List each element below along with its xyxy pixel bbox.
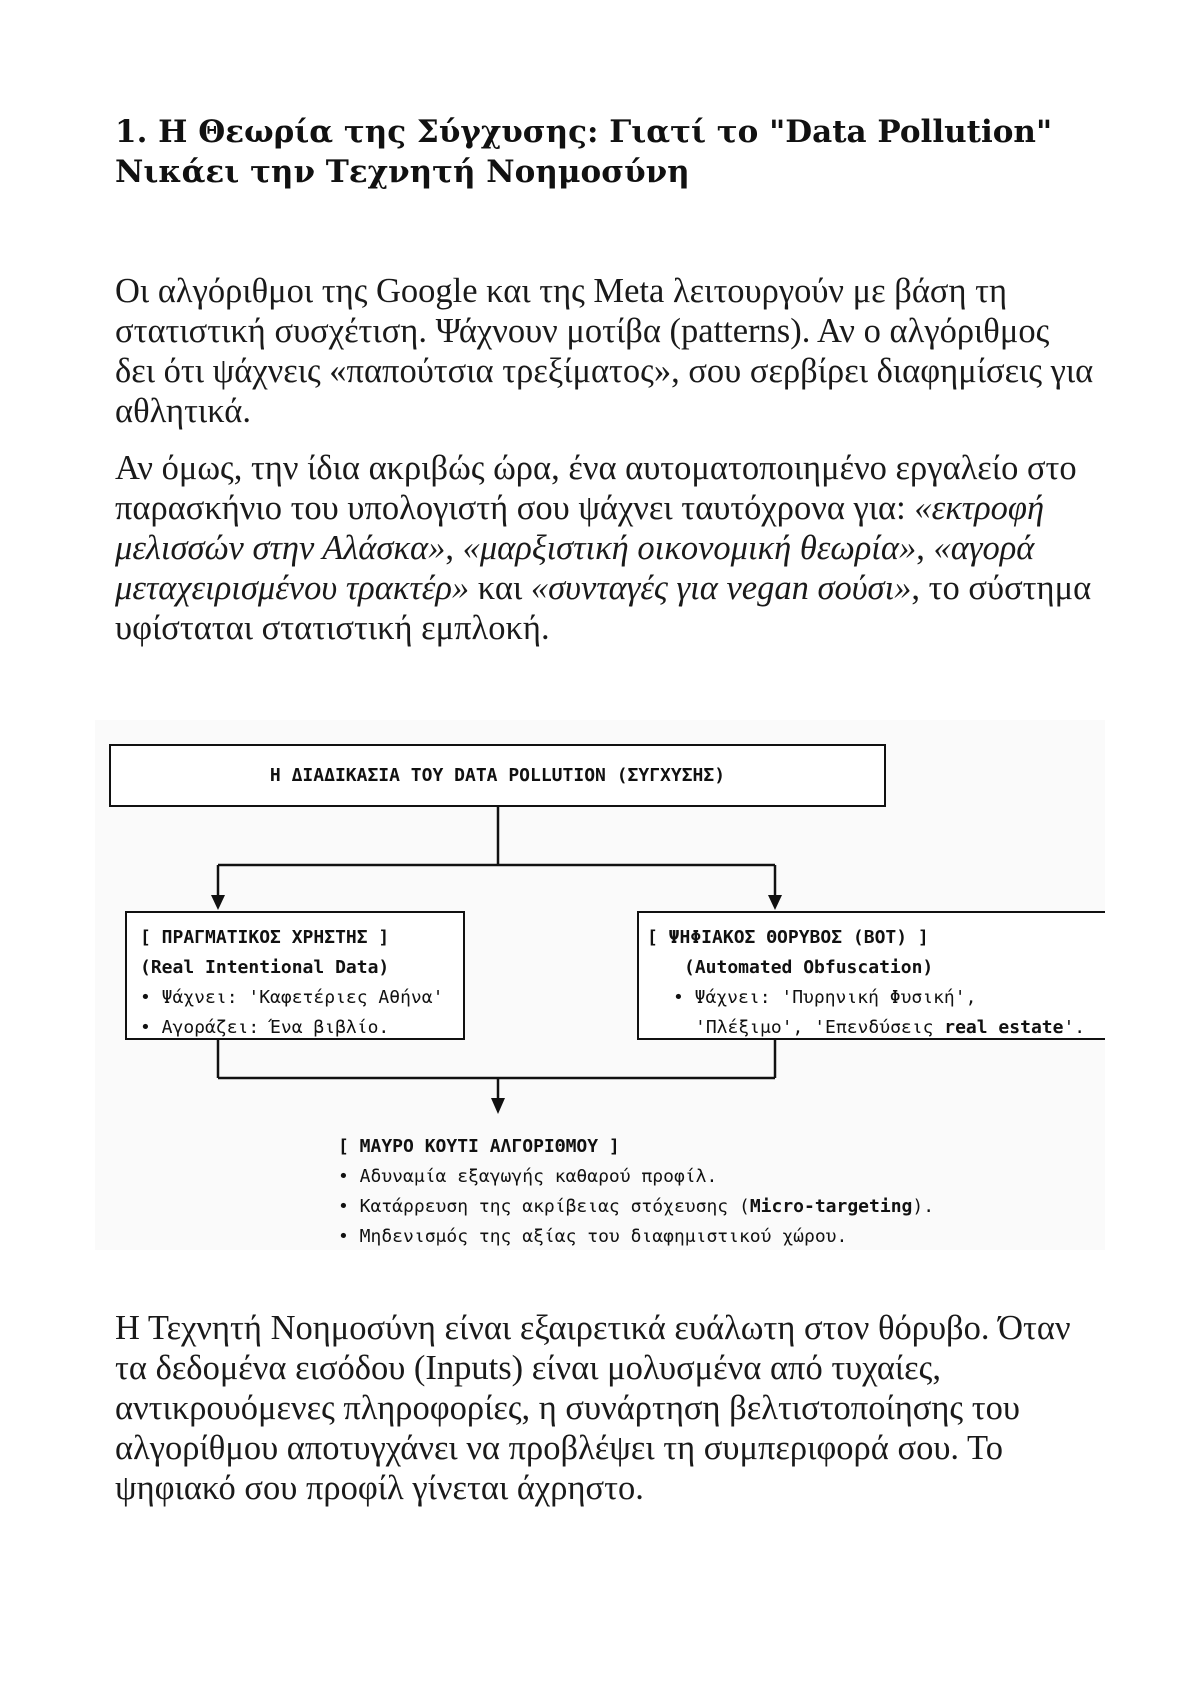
diagram-title: Η ΔΙΑΔΙΚΑΣΙΑ ΤΟΥ DATA POLLUTION (ΣΥΓΧΥΣΗΣ) bbox=[269, 765, 726, 786]
digital-noise-item: • Ψάχνει: 'Πυρηνική Φυσική', bbox=[673, 987, 977, 1008]
digital-noise-box bbox=[637, 911, 1105, 1040]
separator: και bbox=[469, 569, 531, 607]
arrow-right bbox=[768, 895, 782, 910]
paragraph-statistical-correlation: Οι αλγόριθμοι της Google και της Meta λειτουργούν με βάση τη στατιστική συσχέτιση. Ψάχνουν μοτίβα (patterns). Αν ο αλγόριθμος δει ότι ψάχνεις «παπούτσια τρεξίματος», σου σερβίρει διαφημίσεις για αθλητικά. bbox=[115, 272, 1094, 430]
digital-noise-title: [ ΨΗΦΙΑΚΟΣ ΘΟΡΥΒΟΣ (BOT) ] bbox=[647, 927, 929, 948]
real-user-title: [ ΠΡΑΓΜΑΤΙΚΟΣ ΧΡΗΣΤΗΣ ] bbox=[140, 927, 390, 948]
arrow-left bbox=[211, 895, 225, 910]
black-box-item: • Μηδενισμός της αξίας του διαφημιστικού χώρου. bbox=[338, 1226, 848, 1247]
real-user-subtitle: (Real Intentional Data) bbox=[140, 957, 390, 978]
arrow-result bbox=[491, 1098, 505, 1114]
real-user-box bbox=[125, 911, 465, 1040]
black-box-item bbox=[338, 1192, 978, 1222]
item-text: • Κατάρρευση της ακρίβειας στόχευσης ( bbox=[338, 1196, 750, 1217]
digital-noise-item bbox=[647, 1013, 1105, 1043]
real-user-item: • Αγοράζει: Ένα βιβλίο. bbox=[140, 1017, 390, 1038]
real-user-item: • Ψάχνει: 'Καφετέριες Αθήνα' bbox=[140, 987, 444, 1008]
section-heading: 1. Η Θεωρία της Σύγχυσης: Γιατί το "Data Pollution" Νικάει την Τεχνητή Νοημοσύνη bbox=[115, 114, 1053, 190]
query-marxist: «μαρξιστική οικονομική θεωρία» bbox=[462, 529, 917, 567]
paragraph-ai-vulnerability: Η Τεχνητή Νοημοσύνη είναι εξαιρετικά ευάλωτη στον θόρυβο. Όταν τα δεδομένα εισόδου (Inputs) είναι μολυσμένα από τυχαίες, αντικρουόμενες πληροφορίες, η συνάρτηση βελτιστοποίησης του αλγορίθμου αποτυγχάνει να προβλέψει τη συμπεριφορά σου. Το ψηφιακό σου προφίλ γίνεται άχρηστο. bbox=[115, 1309, 1071, 1507]
paragraph-noise-queries bbox=[115, 448, 1095, 648]
item-text: 'Πλέξιμο', 'Επενδύσεις bbox=[695, 1017, 945, 1038]
separator: , bbox=[445, 529, 463, 567]
separator: , bbox=[916, 529, 934, 567]
query-bees: «εκτροφή μελισσών στην Αλάσκα» bbox=[115, 489, 1045, 567]
item-bold-text: real estate bbox=[944, 1017, 1064, 1038]
item-bold-text: Micro-targeting bbox=[749, 1196, 913, 1217]
item-text: '. bbox=[1063, 1017, 1086, 1038]
query-sushi: «συνταγές για vegan σούσι» bbox=[530, 569, 912, 607]
digital-noise-subtitle: (Automated Obfuscation) bbox=[684, 957, 934, 978]
black-box-item: • Αδυναμία εξαγωγής καθαρού προφίλ. bbox=[338, 1166, 718, 1187]
black-box-title: [ ΜΑΥΡΟ ΚΟΥΤΙ ΑΛΓΟΡΙΘΜΟΥ ] bbox=[338, 1136, 620, 1157]
paragraph-intro: Αν όμως, την ίδια ακριβώς ώρα, ένα αυτοματοποιημένο εργαλείο στο παρασκήνιο του υπολογιστή σου ψάχνει ταυτόχρονα για: bbox=[115, 449, 1077, 527]
paragraph-outro: , το σύστημα υφίσταται στατιστική εμπλοκή. bbox=[115, 569, 1092, 647]
item-text: ). bbox=[912, 1196, 935, 1217]
query-tractor: «αγορά μεταχειρισμένου τρακτέρ» bbox=[115, 529, 1035, 607]
diagram-title-box bbox=[109, 744, 886, 807]
black-box-result bbox=[338, 1132, 978, 1252]
data-pollution-diagram bbox=[95, 720, 1105, 1250]
